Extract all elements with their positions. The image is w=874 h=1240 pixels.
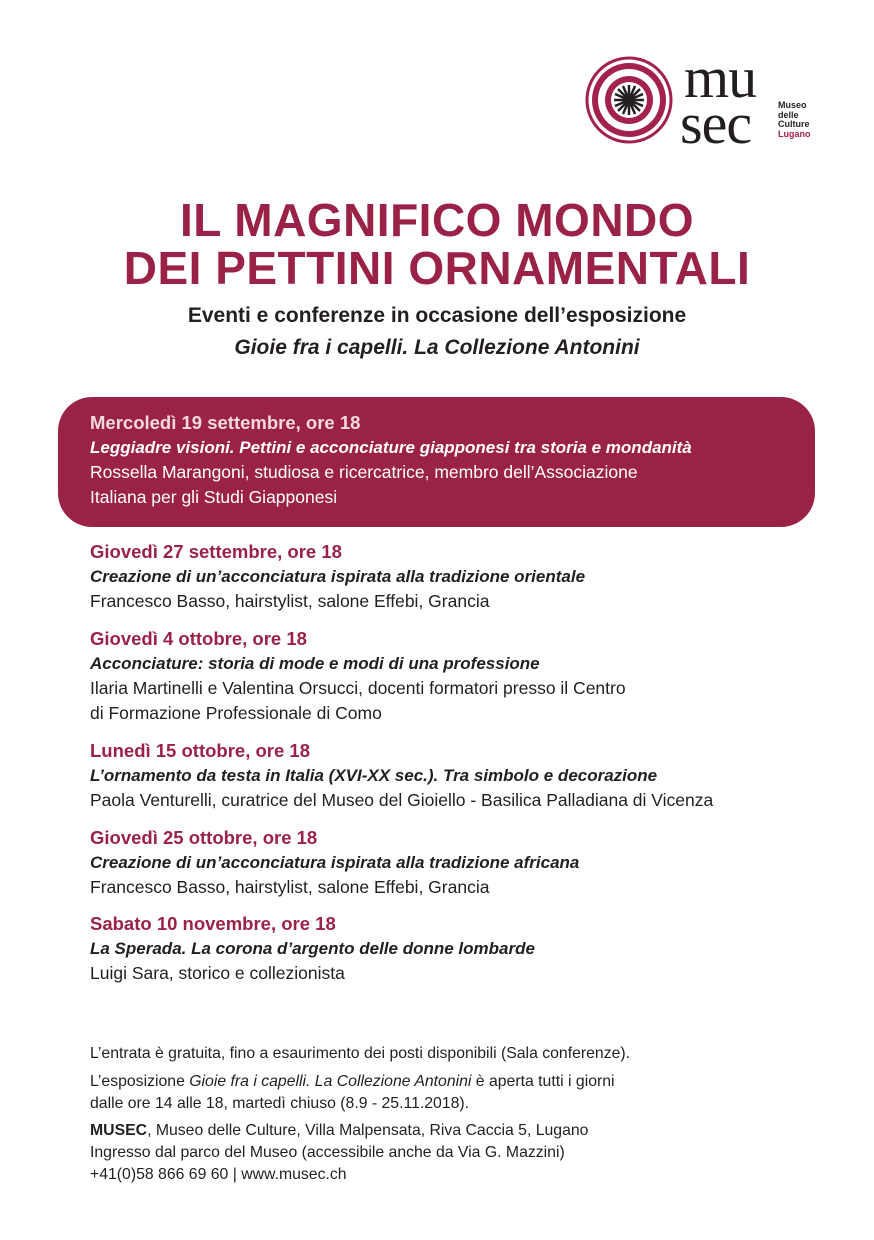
subtitle: Eventi e conferenze in occasione dell’esposizione xyxy=(187,304,687,327)
museum-name: MUSEC xyxy=(90,1122,148,1139)
exhibition-note-title: Gioie fra i capelli. La Collezione Antonini xyxy=(189,1073,472,1090)
exhibition-note xyxy=(90,1071,790,1093)
event-topic: La Sperada. La corona d’argento delle donne lombarde xyxy=(90,939,535,958)
event-date: Lunedì 15 ottobre, ore 18 xyxy=(90,740,310,761)
logo-label-line: Lugano xyxy=(778,128,811,139)
event-speaker: Ilaria Martinelli e Valentina Orsucci, docenti formatori presso il Centro xyxy=(90,678,626,698)
event-item xyxy=(90,911,850,986)
event-topic: Leggiadre visioni. Pettini e acconciature giapponesi tra storia e mondanità xyxy=(90,438,692,457)
event-speaker: Rossella Marangoni, studiosa e ricercatrice, membro dell’Associazione xyxy=(90,462,638,482)
event-date: Giovedì 25 ottobre, ore 18 xyxy=(90,827,318,848)
event-speaker: Paola Venturelli, curatrice del Museo del Gioiello - Basilica Palladiana di Vicenza xyxy=(90,790,714,810)
event-topic: Creazione di un’acconciatura ispirata alla tradizione orientale xyxy=(90,567,586,586)
musec-logo xyxy=(582,45,822,156)
logo-label-line: delle xyxy=(778,109,799,120)
event-date: Sabato 10 novembre, ore 18 xyxy=(90,913,336,934)
exhibition-title: Gioie fra i capelli. La Collezione Antonini xyxy=(234,336,640,359)
address-text: , Museo delle Culture, Villa Malpensata, Riva Caccia 5, Lugano xyxy=(147,1122,589,1139)
event-topic: L’ornamento da testa in Italia (XVI-XX sec.). Tra simbolo e decorazione xyxy=(90,766,658,785)
museum-address xyxy=(90,1120,790,1142)
event-item xyxy=(90,626,850,726)
event-date: Giovedì 4 ottobre, ore 18 xyxy=(90,628,307,649)
event-item xyxy=(90,539,850,614)
event-speaker: di Formazione Professionale di Como xyxy=(90,703,382,723)
event-speaker: Italiana per gli Studi Giapponesi xyxy=(90,487,338,507)
logo-label-line: Museo xyxy=(778,100,807,110)
event-topic: Acconciature: storia di mode e modi di una professione xyxy=(90,654,540,673)
entrance-info: Ingresso dal parco del Museo (accessibile anche da Via G. Mazzini) xyxy=(90,1144,565,1161)
event-item xyxy=(90,825,850,900)
event-speaker: Francesco Basso, hairstylist, salone Effebi, Grancia xyxy=(90,877,490,897)
entry-note: L’entrata è gratuita, fino a esaurimento dei posti disponibili (Sala conferenze). xyxy=(90,1045,631,1062)
logo-museum-label xyxy=(778,101,811,139)
exhibition-hours: dalle ore 14 alle 18, martedì chiuso (8.9 - 25.11.2018). xyxy=(90,1095,470,1112)
exhibition-note-prefix: L’esposizione xyxy=(90,1073,190,1090)
event-topic: Creazione di un’acconciatura ispirata alla tradizione africana xyxy=(90,853,580,872)
page-title-line-2: DEI PETTINI ORNAMENTALI xyxy=(123,242,751,294)
event-item xyxy=(90,738,850,813)
event-date: Giovedì 27 settembre, ore 18 xyxy=(90,541,342,562)
contact-info: +41(0)58 866 69 60 | www.musec.ch xyxy=(90,1166,347,1183)
event-speaker: Luigi Sara, storico e collezionista xyxy=(90,963,345,983)
event-date: Mercoledì 19 settembre, ore 18 xyxy=(90,412,361,433)
logo-word-mu: mu xyxy=(684,45,757,110)
event-item-featured xyxy=(90,410,850,510)
exhibition-note-suffix: è aperta tutti i giorni xyxy=(471,1073,615,1090)
logo-word-sec: sec xyxy=(680,91,752,156)
sun-emblem-icon xyxy=(582,55,682,155)
page-title-line-1: IL MAGNIFICO MONDO xyxy=(179,194,695,246)
logo-label-line: Culture xyxy=(778,119,810,129)
event-speaker: Francesco Basso, hairstylist, salone Effebi, Grancia xyxy=(90,591,490,611)
